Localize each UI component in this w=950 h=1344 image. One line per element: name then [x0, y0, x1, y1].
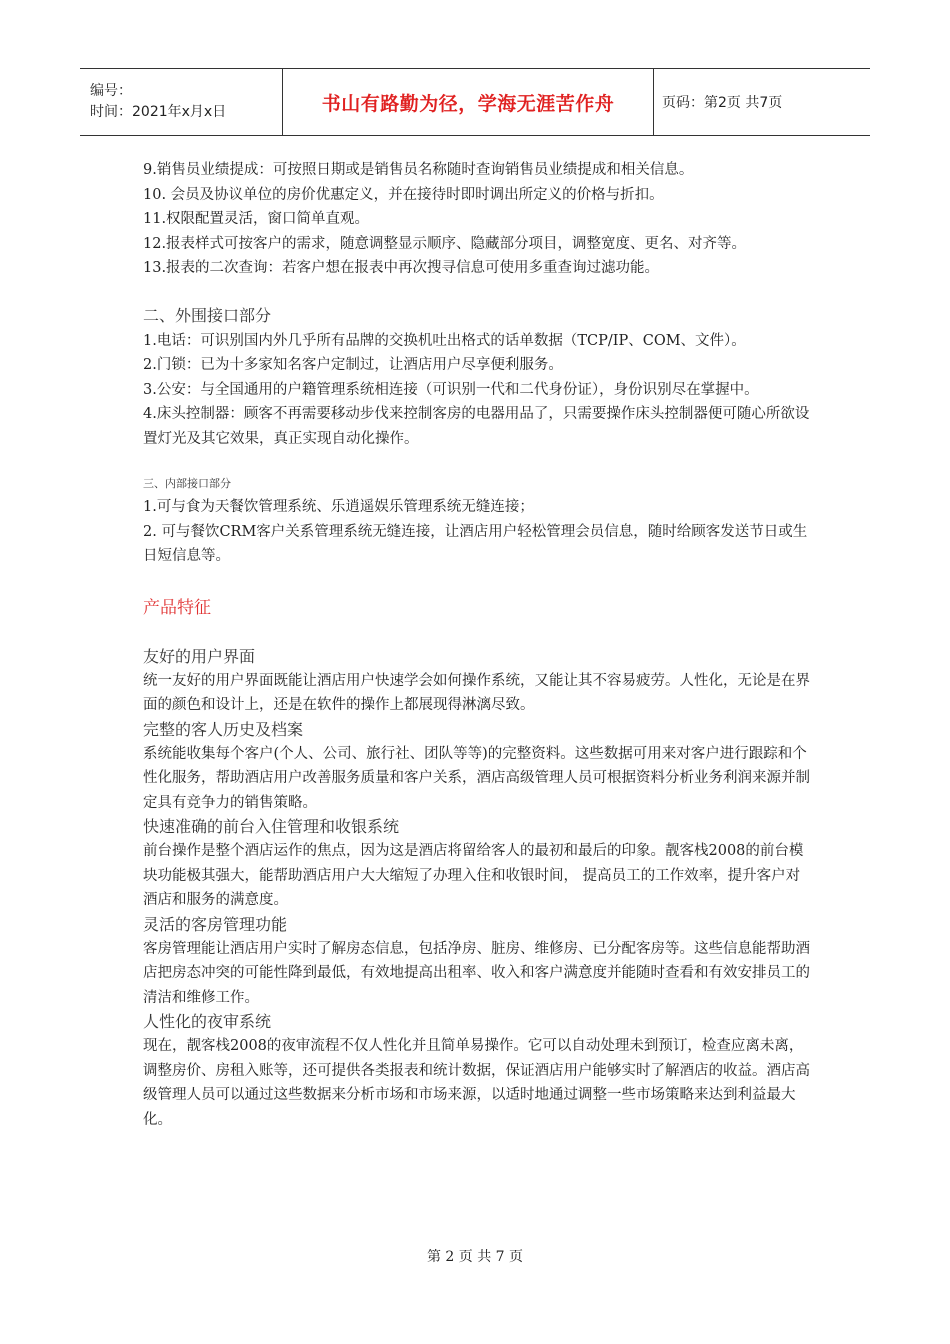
external-item-phone: 1.电话：可识别国内外几乎所有品牌的交换机吐出格式的话单数据（TCP/IP、COM、文件）。 — [143, 332, 746, 349]
block-text-history: 系统能收集每个客户(个人、公司、旅行社、团队等等)的完整资料。这些数据可用来对客户进行跟踪和个性化服务，帮助酒店用户改善服务质量和客户关系，酒店高级管理人员可根据资料分析业务利润来源并制定具有竞争力的销售策略。 — [143, 745, 810, 811]
block-heading-history: 完整的客人历史及档案 — [143, 719, 304, 739]
header-time-label: 时间：2021年x月x日 — [90, 104, 227, 120]
block-text-ui: 统一友好的用户界面既能让酒店用户快速学会如何操作系统，又能让其不容易疲劳。人性化，无论是在界面的颜色和设计上，还是在软件的操作上都展现得淋漓尽致。 — [143, 672, 810, 713]
header-motto: 书山有路勤为径，学海无涯苦作舟 — [321, 92, 615, 115]
product-features-title: 产品特征 — [143, 597, 211, 618]
block-heading-frontdesk: 快速准确的前台入住管理和收银系统 — [143, 817, 400, 836]
section-internal-interface-title: 三、内部接口部分 — [143, 477, 231, 490]
external-item-police: 3.公安：与全国通用的户籍管理系统相连接（可识别一代和二代身份证），身份识别尽在掌握中。 — [143, 381, 759, 398]
block-heading-housekeeping: 灵活的客房管理功能 — [143, 914, 288, 934]
block-heading-ui: 友好的用户界面 — [143, 646, 256, 666]
external-item-lock: 2.门锁：已为十多家知名客户定制过，让酒店用户尽享便利服务。 — [143, 357, 563, 373]
header-page-label: 页码：第2页 共7页 — [662, 95, 783, 111]
external-item-bedside: 4.床头控制器：顾客不再需要移动步伐来控制客房的电器用品了，只需要操作床头控制器便可随心所欲设置灯光及其它效果，真正实现自动化操作。 — [143, 406, 810, 447]
block-text-nightaudit: 现在，靓客栈2008的夜审流程不仅人性化并且简单易操作。它可以自动处理未到预订，检查应离未离，调整房价、房租入账等，还可提供各类报表和统计数据，保证酒店用户能够实时了解酒店的收益。酒店高级管理人员可以通过这些数据来分析市场和市场来源，以适时地通过调整一些市场策略来达到利益最大化。 — [143, 1038, 810, 1128]
header-code-label: 编号： — [90, 83, 132, 99]
internal-item-2: 2. 可与餐饮CRM客户关系管理系统无缝连接，让酒店用户轻松管理会员信息，随时给顾客发送节日或生日短信息等。 — [143, 523, 808, 564]
page-header — [80, 68, 870, 136]
feature-item-13: 13.报表的二次查询：若客户想在报表中再次搜寻信息可使用多重查询过滤功能。 — [143, 260, 660, 276]
feature-item-12: 12.报表样式可按客户的需求，随意调整显示顺序、隐藏部分项目，调整宽度、更名、对齐等。 — [143, 235, 747, 252]
page-footer: 第 2 页 共 7 页 — [426, 1249, 524, 1265]
block-text-housekeeping: 客房管理能让酒店用户实时了解房态信息，包括净房、脏房、维修房、已分配客房等。这些信息能帮助酒店把房态冲突的可能性降到最低，有效地提高出租率、收入和客户满意度并能随时查看和有效安排员工的清洁和维修工作。 — [143, 940, 810, 1006]
feature-item-9: 9.销售员业绩提成：可按照日期或是销售员名称随时查询销售员业绩提成和相关信息。 — [143, 162, 694, 178]
block-text-frontdesk: 前台操作是整个酒店运作的焦点，因为这是酒店将留给客人的最初和最后的印象。靓客栈2008的前台模块功能极其强大，能帮助酒店用户大大缩短了办理入住和收银时间， 提高员工的工作效率，提升客户对酒店和服务的满意度。 — [143, 843, 804, 908]
document-body — [143, 158, 813, 1132]
internal-item-1: 1.可与食为天餐饮管理系统、乐逍遥娱乐管理系统无缝连接； — [143, 499, 534, 515]
section-external-interface-title: 二、外围接口部分 — [143, 305, 272, 325]
feature-item-11: 11.权限配置灵活，窗口简单直观。 — [143, 211, 370, 227]
feature-item-10: 10. 会员及协议单位的房价优惠定义，并在接待时即时调出所定义的价格与折扣。 — [143, 186, 664, 203]
header-motto-cell — [282, 69, 654, 135]
header-page-cell — [654, 69, 870, 135]
header-meta — [80, 69, 282, 135]
block-heading-nightaudit: 人性化的夜审系统 — [143, 1012, 272, 1031]
